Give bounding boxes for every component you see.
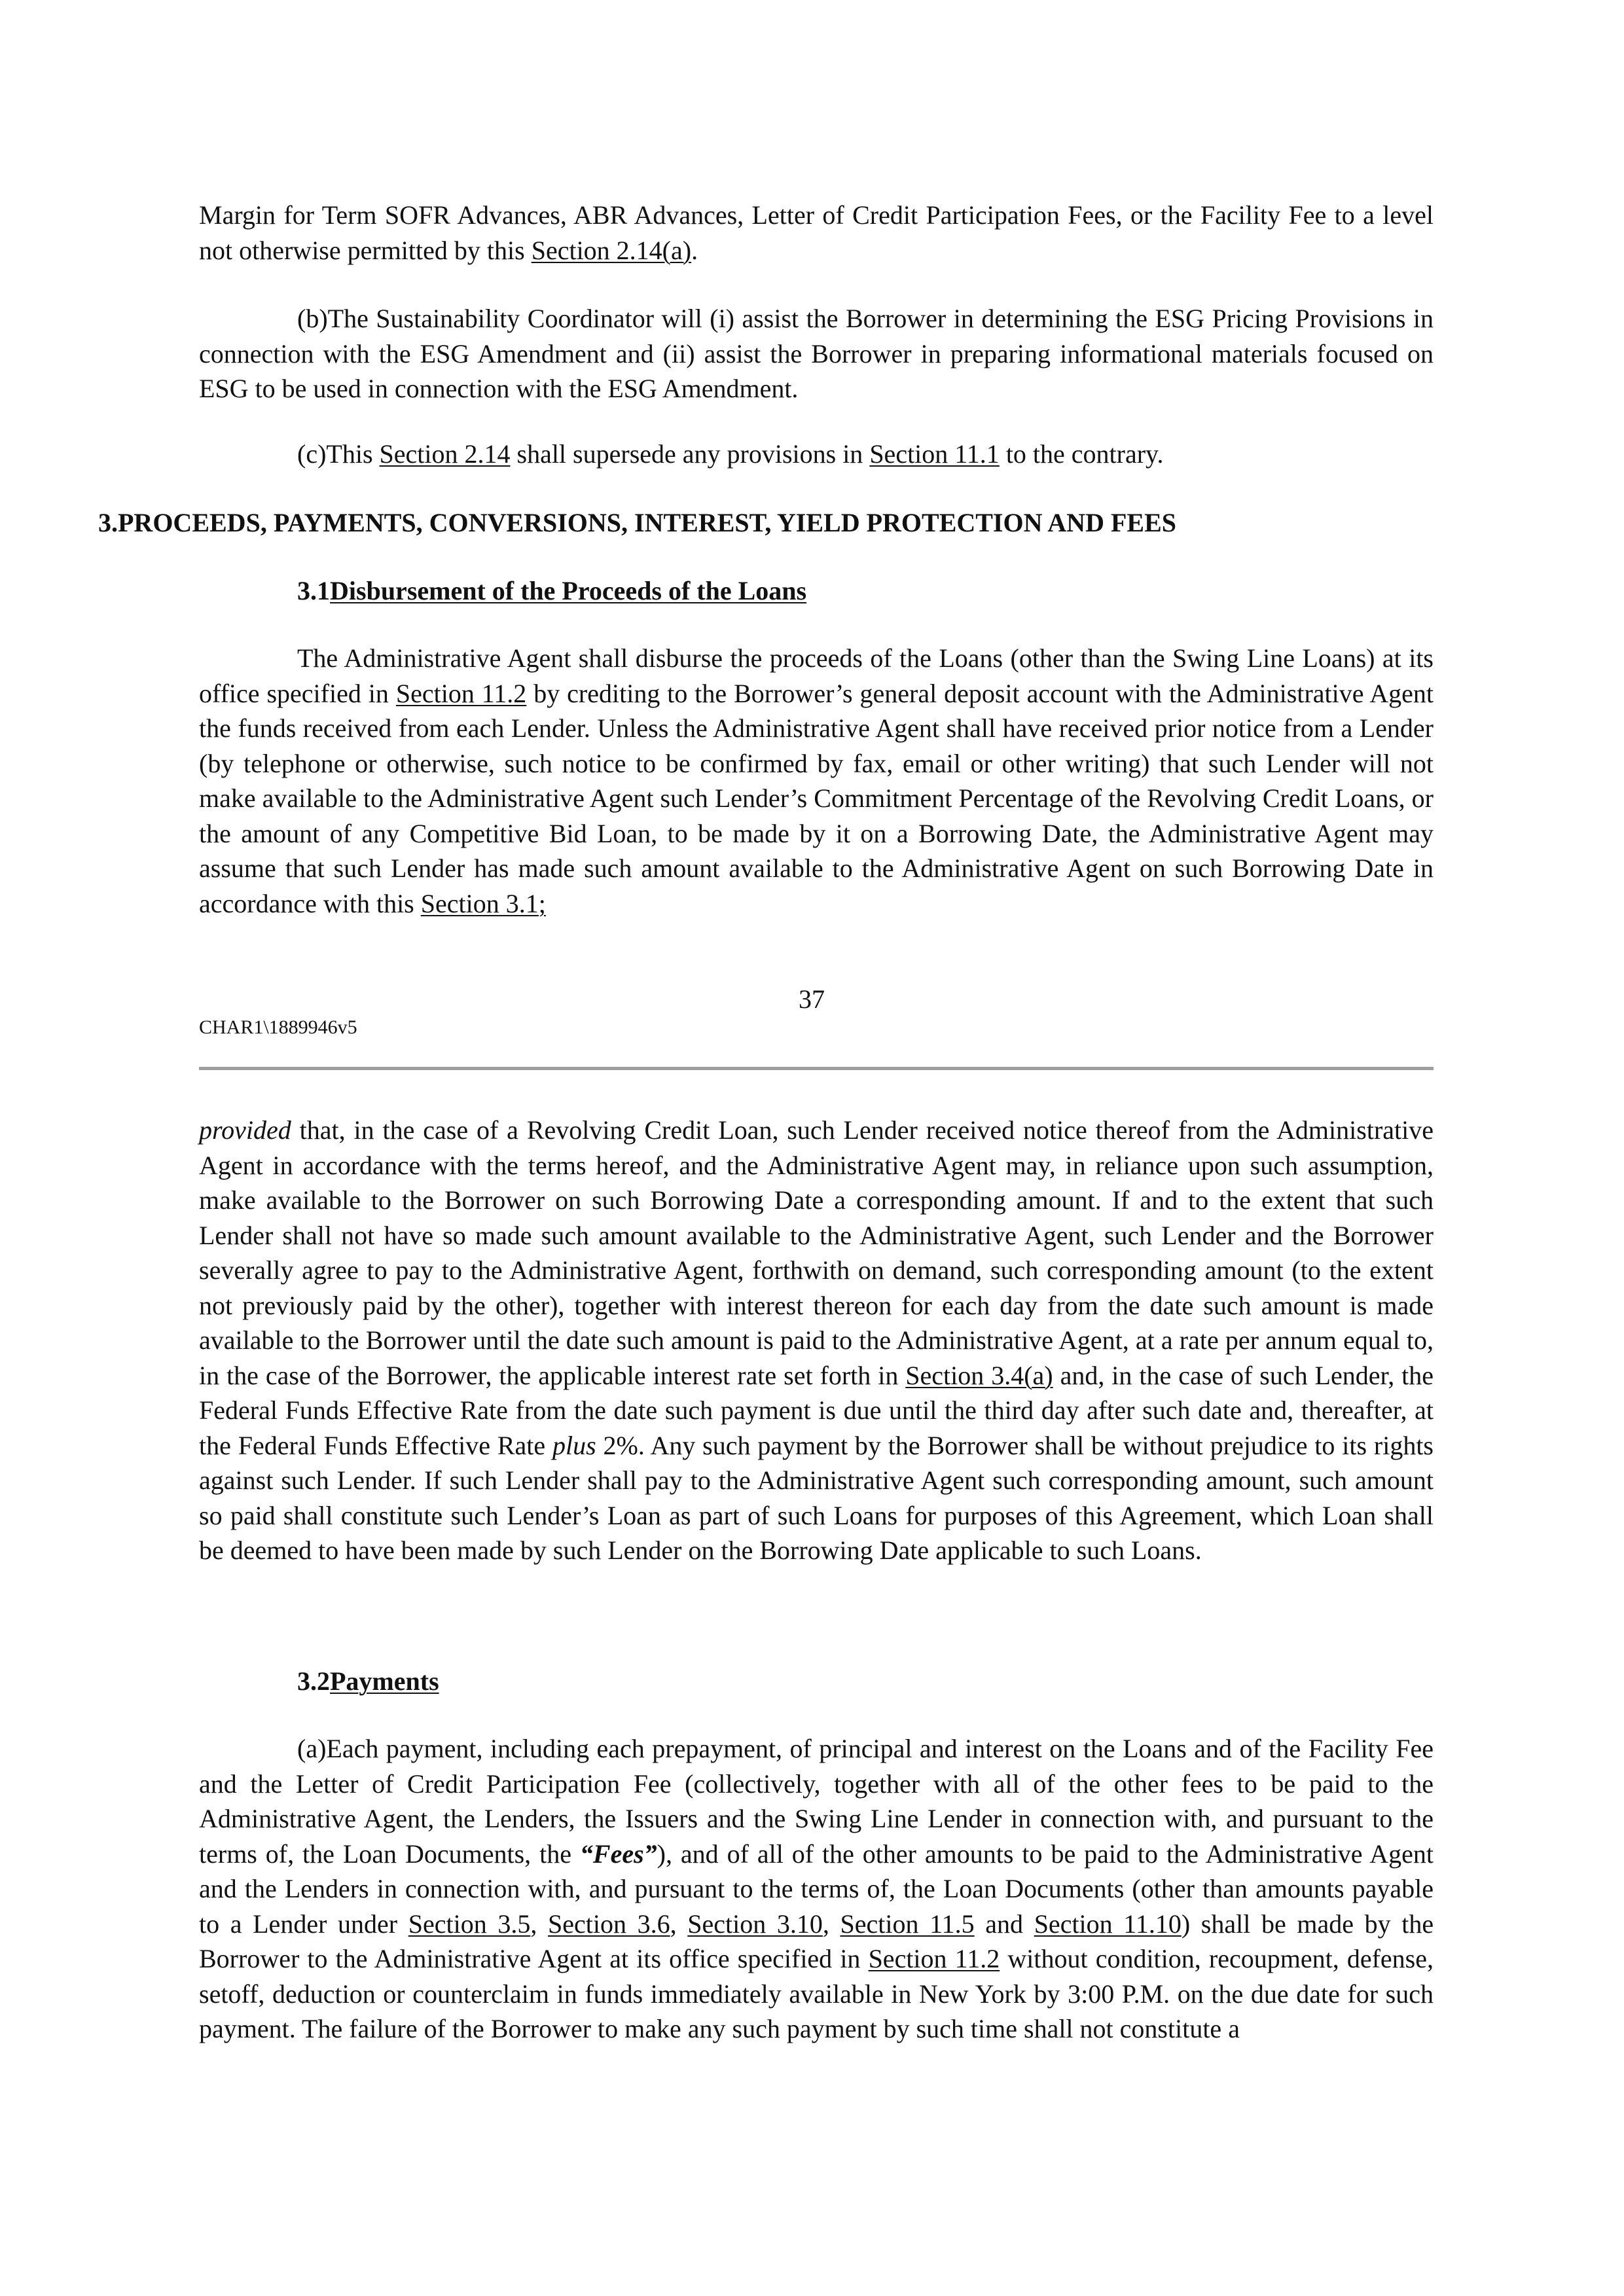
section-title: Disbursement of the Proceeds of the Loans [330, 576, 807, 605]
paragraph-text: without condition, recoupment, defense, setoff, deduction or counterclaim in funds immediately available in New York by 3:00 P.M. on the due date for such payment. The failure of the Borrower to make any such payment by such time shall not constitute a [199, 1944, 1434, 2043]
paragraph-text: by crediting to the Borrower’s general deposit account with the Administrative Agent the funds received from each Lender. Unless the Administrative Agent shall have received prior notice from a Lender (by telephone or otherwise, such notice to be confirmed by fax, email or other writing) that such Lender will not make available to the Administrative Agent such Lender’s Commitment Percentage of the Revolving Credit Loans, or the amount of any Competitive Bid Loan, to be made by it on a Borrowing Date, the Administrative Agent may assume that such Lender has made such amount available to the Administrative Agent on such Borrowing Date in accordance with this [199, 678, 1434, 918]
paragraph-text: (c)This [297, 439, 380, 469]
section-reference-link[interactable]: Section 11.1 [869, 439, 1000, 469]
section-reference-link[interactable]: Section 11.2 [395, 678, 527, 708]
section-number: 3.2 [297, 1666, 330, 1696]
paragraph-text: and [974, 1909, 1034, 1939]
paragraph-margin-continuation [199, 198, 1434, 268]
section-title: Payments [330, 1666, 439, 1696]
section-reference-link[interactable]: Section 2.14(a) [531, 235, 692, 265]
paragraph-text: to the contrary. [999, 439, 1164, 469]
paragraph-text: ) shall be made by the Borrower to the Administrative Agent at its office specified in [199, 1909, 1434, 1973]
section-number: 3.1 [297, 576, 330, 605]
document-id: CHAR1\1889946v5 [199, 1016, 357, 1038]
paragraph-text: , [670, 1909, 688, 1939]
paragraph-text: that, in the case of a Revolving Credit Loan, such Lender received notice thereof from the Administrative Agent in accordance with the terms hereof, and the Administrative Agent may, in reliance upon such assumption, make available to the Borrower on such Borrowing Date a corresponding amount. If and to the extent that such Lender shall not have so made such amount available to the Administrative Agent, such Lender and the Borrower severally agree to pay to the Administrative Agent, forthwith on demand, such corresponding amount (to the extent not previously paid by the other), together with interest thereon for each day from the date such amount is made available to the Borrower until the date such amount is paid to the Administrative Agent, at a rate per annum equal to, in the case of the Borrower, the applicable interest rate set forth in [199, 1115, 1434, 1390]
section-reference-link[interactable]: Section 3.4(a) [905, 1360, 1053, 1390]
section-reference-link[interactable]: Section 3.10 [687, 1909, 823, 1939]
paragraph-text: The Administrative Agent shall disburse the proceeds of the Loans (other than the Swing Line Loans) at its office specified in [199, 643, 1434, 708]
paragraph-text: (a)Each payment, including each prepayment, of principal and interest on the Loans and of the Facility Fee and the Letter of Credit Participation Fee (collectively, together with all of the other fees to be paid to the Administrative Agent, the Lenders, the Issuers and the Swing Line Lender in connection with, and pursuant to the terms of, the Loan Documents, the [199, 1734, 1434, 1869]
italic-term: plus [552, 1430, 596, 1460]
paragraph-text: and, in the case of such Lender, the Federal Funds Effective Rate from the date such payment is due until the third day after such date and, thereafter, at the Federal Funds Effective Rate [199, 1360, 1434, 1460]
paragraph-2-14-c [199, 437, 1434, 472]
paragraph-3-2-a [199, 1731, 1434, 2047]
paragraph-text: 2%. Any such payment by the Borrower shall be without prejudice to its rights against such Lender. If such Lender shall pay to the Administrative Agent such corresponding amount, such amount so paid shall constitute such Lender’s Loan as part of such Loans for purposes of this Agreement, which Loan shall be deemed to have been made by such Lender on the Borrowing Date applicable to such Loans. [199, 1430, 1434, 1565]
paragraph-text: (b)The Sustainability Coordinator will (i) assist the Borrower in determining the ESG Pricing Provisions in connection with the ESG Amendment and (ii) assist the Borrower in preparing informational materials focused on ESG to be used in connection with the ESG Amendment. [199, 304, 1434, 403]
section-reference-link[interactable]: Section 11.5 [840, 1909, 975, 1939]
italic-term: provided [199, 1115, 291, 1145]
paragraph-text: shall supersede any provisions in [510, 439, 870, 469]
article-3-heading: 3.PROCEEDS, PAYMENTS, CONVERSIONS, INTEREST, YIELD PROTECTION AND FEES [98, 508, 1176, 537]
section-3-2-heading [297, 1664, 439, 1698]
section-reference-link[interactable]: Section 11.2 [868, 1944, 1000, 1973]
section-3-1-heading [297, 573, 806, 608]
paragraph-3-1-body [199, 641, 1434, 921]
paragraph-text: . [691, 235, 698, 265]
paragraph-3-1-proviso [199, 1113, 1434, 1568]
section-reference-link[interactable]: Section 3.1; [420, 888, 546, 918]
paragraph-text: , [530, 1909, 548, 1939]
defined-term-fees: “Fees” [579, 1839, 657, 1869]
paragraph-text: , [822, 1909, 840, 1939]
page-break-divider [199, 1067, 1434, 1070]
paragraph-text: Margin for Term SOFR Advances, ABR Advances, Letter of Credit Participation Fees, or the Facility Fee to a level not otherwise permitted by this [199, 200, 1434, 265]
section-reference-link[interactable]: Section 3.5 [408, 1909, 531, 1939]
page-number: 37 [799, 984, 825, 1014]
section-reference-link[interactable]: Section 3.6 [548, 1909, 670, 1939]
section-reference-link[interactable]: Section 2.14 [379, 439, 511, 469]
paragraph-2-14-b [199, 301, 1434, 406]
paragraph-text: ), and of all of the other amounts to be paid to the Administrative Agent and the Lenders in connection with, and pursuant to the terms of, the Loan Documents (other than amounts payable to a Lender under [199, 1839, 1434, 1939]
section-reference-link[interactable]: Section 11.10 [1034, 1909, 1182, 1939]
